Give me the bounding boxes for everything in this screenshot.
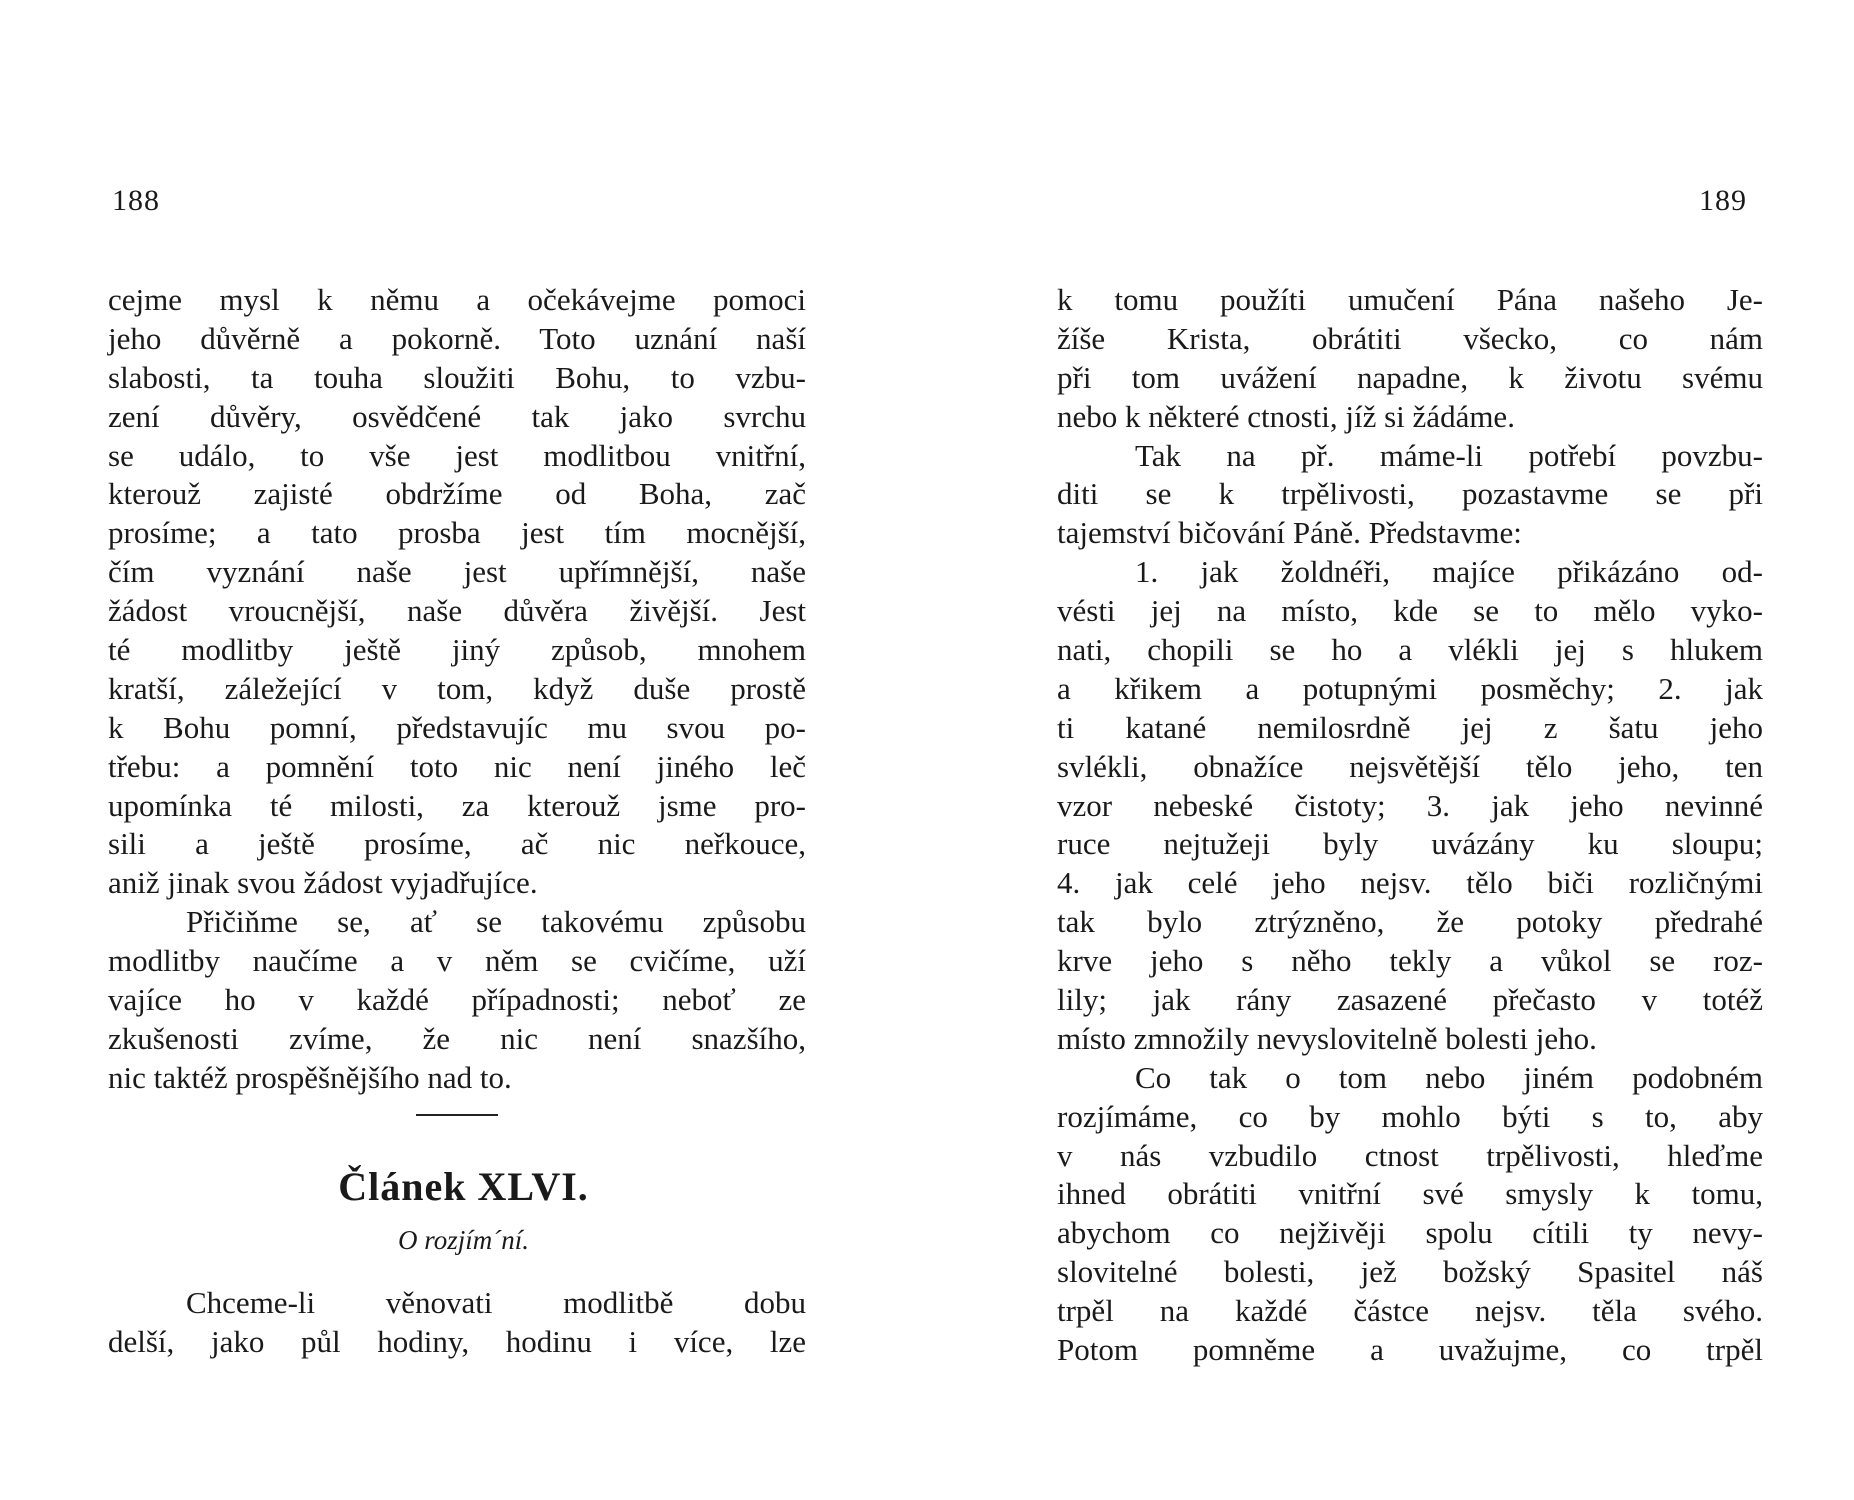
- text-line: lily; jak rány zasazené přečasto v totéž: [1057, 982, 1763, 1018]
- text-line: delší, jako půl hodiny, hodinu i více, lze: [108, 1323, 806, 1359]
- text-line: kratší, záležející v tom, když duše prostě: [108, 670, 806, 706]
- text-line: v nás vzbudilo ctnost trpělivosti, hleďme: [1057, 1137, 1763, 1173]
- right-page: [927, 0, 1854, 1500]
- section-divider: [416, 1114, 498, 1116]
- text-line: sili a ještě prosíme, ač nic neřkouce,: [108, 826, 806, 862]
- text-line: k Bohu pomní, představujíc mu svou po-: [108, 709, 806, 745]
- text-line: nic taktéž prospěšnějšího nad to.: [108, 1059, 512, 1095]
- text-line: té modlitby ještě jiný způsob, mnohem: [108, 632, 806, 668]
- text-line: kterouž zajisté obdržíme od Boha, zač: [108, 476, 806, 512]
- text-line: Chceme-li věnovati modlitbě dobu: [186, 1285, 806, 1320]
- body-text: [1057, 281, 1763, 1370]
- text-line: upomínka té milosti, za kterouž jsme pro-: [108, 787, 806, 823]
- text-line: svlékli, obnažíce nejsvětější tělo jeho, ten: [1057, 748, 1763, 784]
- text-line: slovitelné bolesti, jež božský Spasitel náš: [1057, 1254, 1763, 1290]
- text-line: k tomu použíti umučení Pána našeho Je-: [1057, 282, 1763, 317]
- text-line: tak bylo ztrýzněno, že potoky předrahé: [1057, 904, 1763, 940]
- text-line: jeho důvěrně a pokorně. Toto uznání naší: [108, 320, 806, 356]
- text-line: zkušenosti zvíme, že nic není snazšího,: [108, 1020, 806, 1056]
- text-line: slabosti, ta touha sloužiti Bohu, to vzbu-: [108, 359, 806, 395]
- page-number: 189: [1699, 184, 1747, 217]
- text-line: nebo k některé ctnosti, jíž si žádáme.: [1057, 398, 1515, 434]
- text-line: 4. jak celé jeho nejsv. tělo biči rozličnými: [1057, 865, 1763, 901]
- text-line: vajíce ho v každé případnosti; neboť ze: [108, 982, 806, 1018]
- text-line: ruce nejtužeji byly uvázány ku sloupu;: [1057, 826, 1763, 862]
- section-heading: Článek XLVI.: [338, 1164, 589, 1209]
- text-line: nati, chopili se ho a vlékli jej s hlukem: [1057, 632, 1763, 668]
- text-line: zení důvěry, osvědčené tak jako svrchu: [108, 398, 806, 434]
- text-line: při tom uvážení napadne, k životu svému: [1057, 359, 1763, 395]
- text-line: modlitby naučíme a v něm se cvičíme, uží: [108, 943, 806, 979]
- text-line: trpěl na každé částce nejsv. těla svého.: [1057, 1293, 1763, 1329]
- text-line: prosíme; a tato prosba jest tím mocnější,: [108, 515, 806, 551]
- text-line: ihned obrátiti vnitřní své smysly k tomu,: [1057, 1176, 1763, 1212]
- text-line: Co tak o tom nebo jiném podobném: [1135, 1059, 1763, 1095]
- body-text: [108, 281, 806, 1098]
- text-line: místo zmnožily nevyslovitelně bolesti jeho.: [1057, 1020, 1597, 1056]
- text-line: rozjímáme, co by mohlo býti s to, aby: [1057, 1098, 1763, 1134]
- text-line: tajemství bičování Páně. Představme:: [1057, 515, 1522, 551]
- text-line: krve jeho s něho tekly a vůkol se roz-: [1057, 943, 1763, 979]
- text-line: se událo, to vše jest modlitbou vnitřní,: [108, 437, 806, 473]
- text-line: vzor nebeské čistoty; 3. jak jeho nevinné: [1057, 787, 1763, 823]
- text-line: abychom co nejživěji spolu cítili ty nevy-: [1057, 1215, 1763, 1251]
- page-number: 188: [112, 184, 160, 217]
- text-line: aniž jinak svou žádost vyjadřujíce.: [108, 865, 538, 901]
- text-line: Tak na př. máme-li potřebí povzbu-: [1135, 437, 1763, 473]
- text-line: Potom pomněme a uvažujme, co trpěl: [1057, 1332, 1763, 1368]
- body-text: [108, 1284, 806, 1362]
- text-line: a křikem a potupnými posměchy; 2. jak: [1057, 670, 1763, 706]
- text-line: diti se k trpělivosti, pozastavme se při: [1057, 476, 1763, 512]
- text-line: Přičiňme se, ať se takovému způsobu: [186, 904, 806, 940]
- text-line: čím vyznání naše jest upřímnější, naše: [108, 554, 806, 590]
- text-line: vésti jej na místo, kde se to mělo vyko-: [1057, 593, 1763, 629]
- text-line: cejme mysl k němu a očekávejme pomoci: [108, 282, 806, 317]
- text-line: ti katané nemilosrdně jej z šatu jeho: [1057, 709, 1763, 745]
- text-line: 1. jak žoldnéři, majíce přikázáno od-: [1135, 554, 1763, 590]
- section-subheading: O rozjím´ní.: [397, 1225, 529, 1255]
- text-line: žíše Krista, obrátiti všecko, co nám: [1057, 320, 1763, 356]
- text-line: žádost vroucnější, naše důvěra živější. Jest: [108, 593, 806, 629]
- text-line: třebu: a pomnění toto nic není jiného leč: [108, 748, 806, 784]
